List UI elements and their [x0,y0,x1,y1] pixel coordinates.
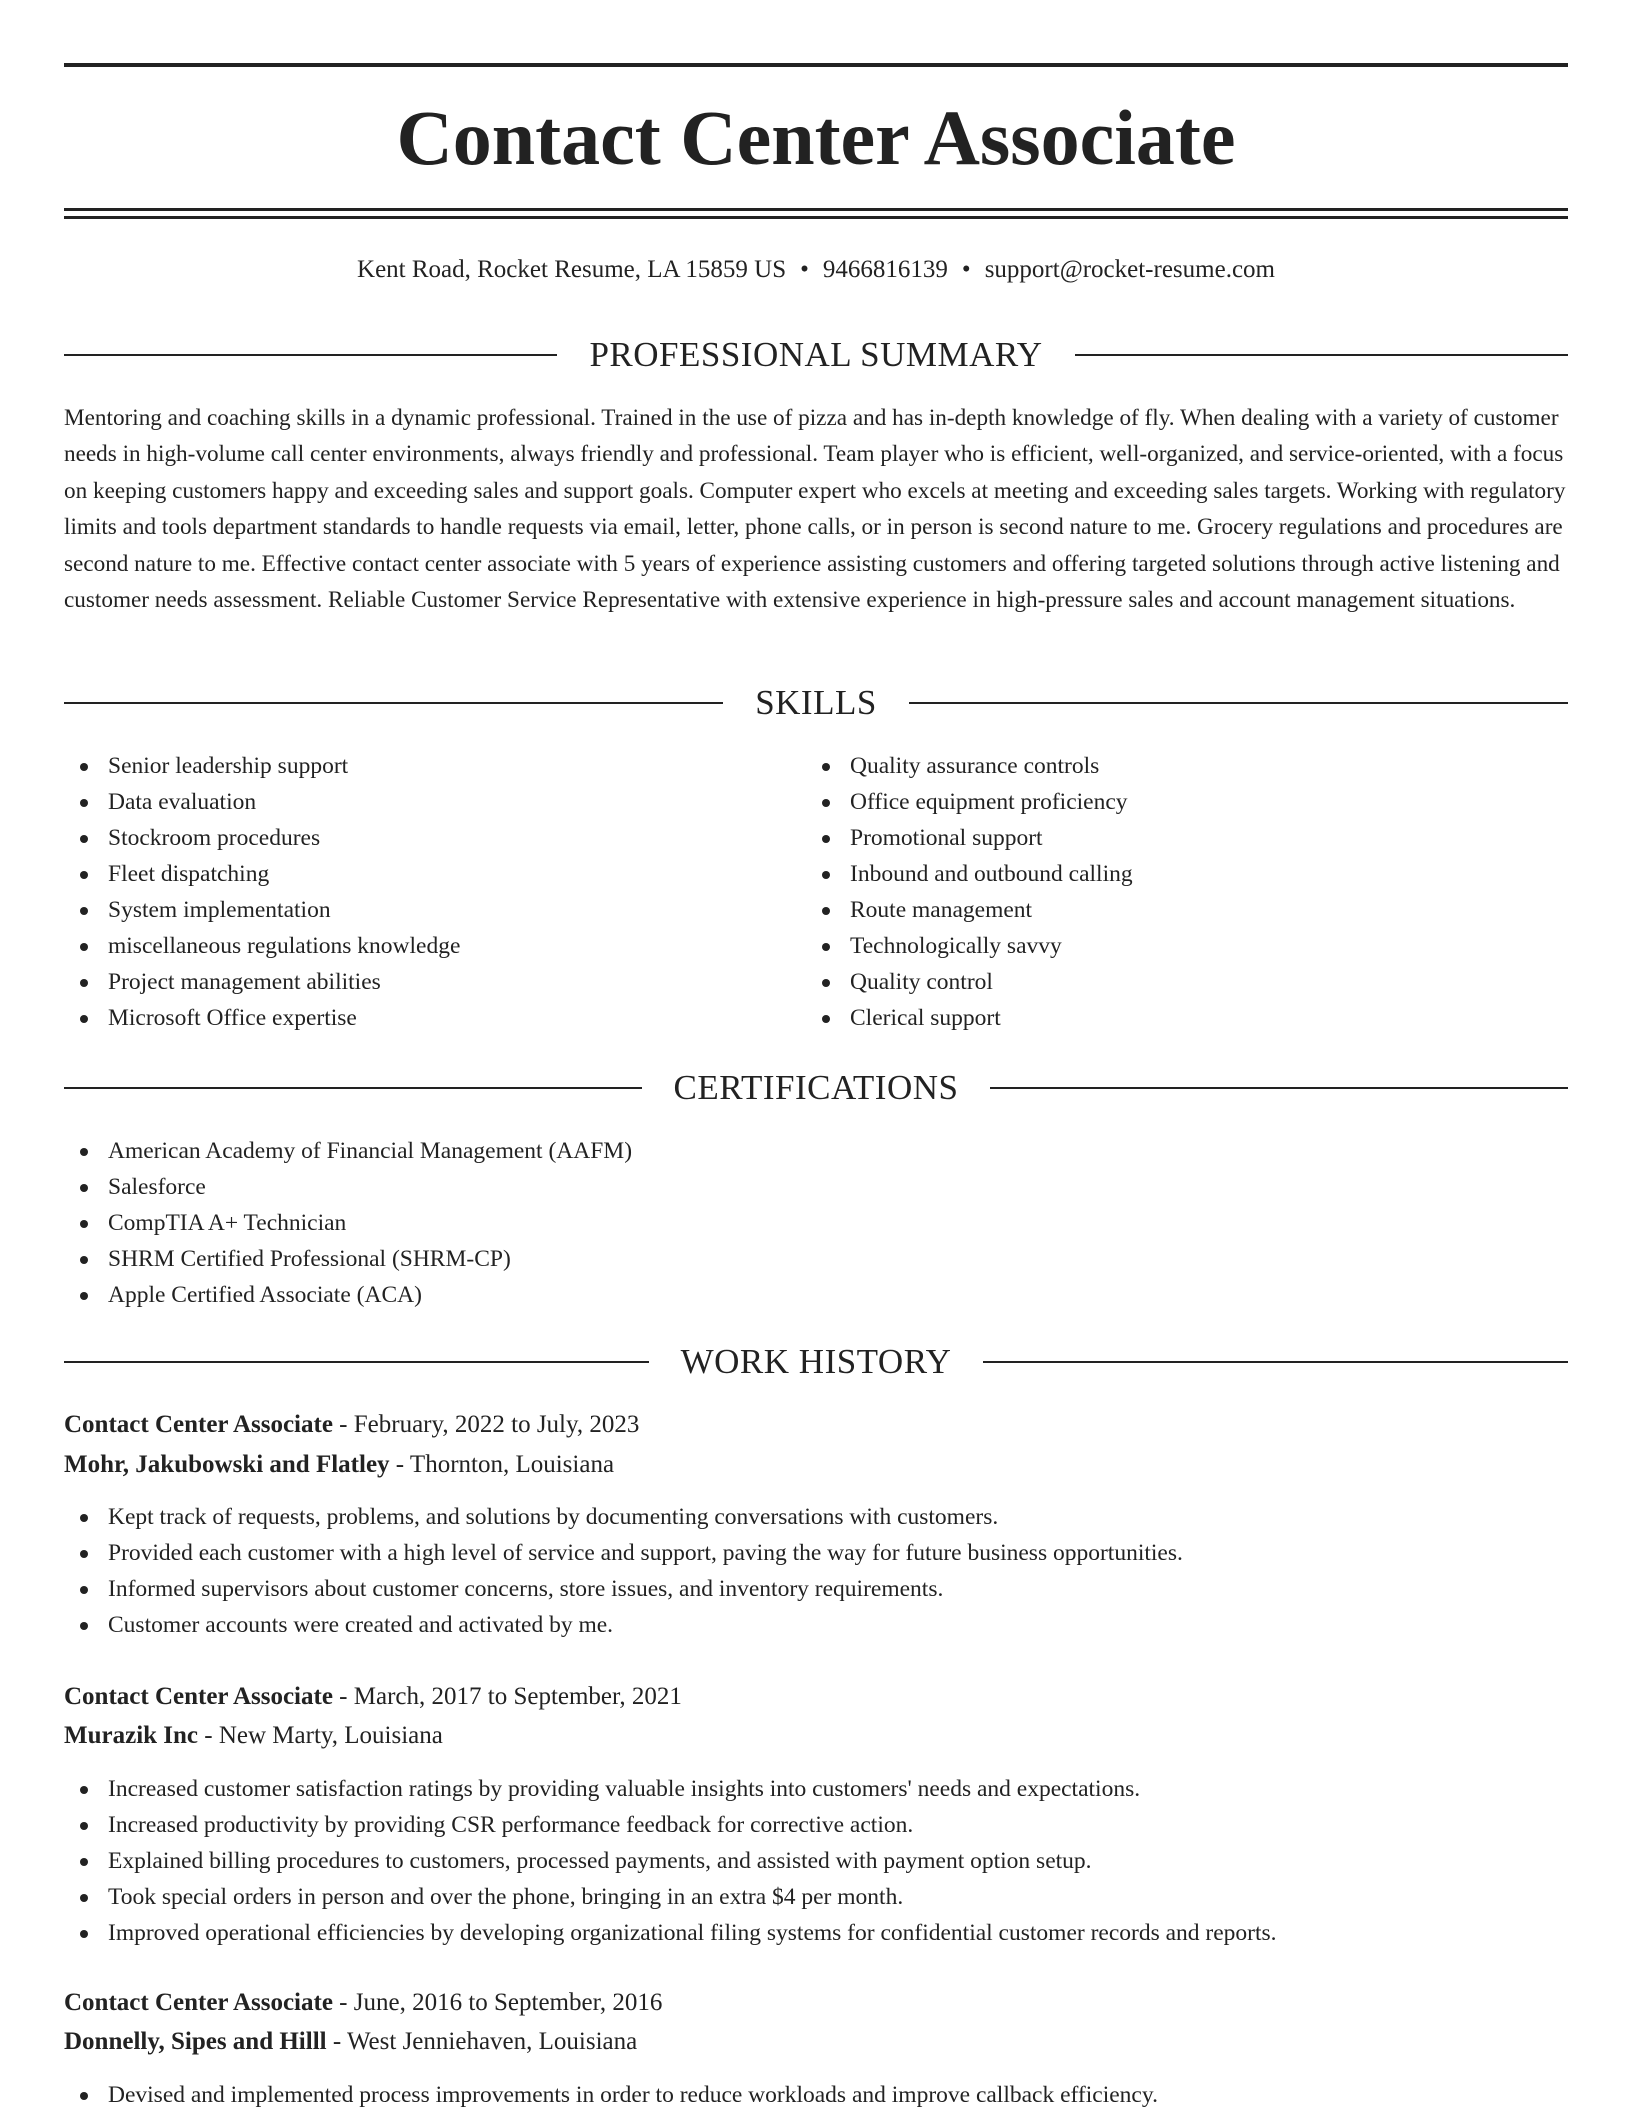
section-rule [64,702,723,704]
job-duty-item: Increased productivity by providing CSR performance feedback for corrective action. [64,1807,1568,1843]
skill-item: Quality assurance controls [806,748,1566,784]
skill-item: Promotional support [806,820,1566,856]
header-bottom-rule [64,208,1568,211]
job-title-line [64,1408,1568,1442]
header-top-rule [64,63,1568,67]
job-title-line [64,1680,1568,1714]
job-company: Donnelly, Sipes and Hilll [64,2028,327,2055]
section-title: PROFESSIONAL SUMMARY [589,335,1043,374]
header-bottom-rule-double [64,216,1568,219]
section-heading-work-history [64,1340,1568,1384]
contact-line [64,254,1568,286]
skill-item: System implementation [64,892,804,928]
section-rule [1075,354,1568,356]
skill-item: Fleet dispatching [64,856,804,892]
certification-item: Salesforce [64,1169,1568,1205]
certification-item: CompTIA A+ Technician [64,1205,1568,1241]
job-duty-item: Provided each customer with a high level of service and support, paving the way for future business opportunities. [64,1535,1568,1571]
contact-phone: 9466816139 [822,256,948,283]
skill-item: Project management abilities [64,964,804,1000]
skill-item: Clerical support [806,1000,1566,1036]
job-title: Contact Center Associate [64,1411,333,1438]
skill-item: Inbound and outbound calling [806,856,1566,892]
section-rule [909,702,1568,704]
job-title: Contact Center Associate [64,1683,333,1710]
job-company-line [64,1719,1568,1753]
contact-separator: • [961,256,971,283]
skill-item: Microsoft Office expertise [64,1000,804,1036]
section-title: WORK HISTORY [680,1342,952,1381]
job-dates: - March, 2017 to September, 2021 [332,1683,682,1710]
skill-item: Office equipment proficiency [806,784,1566,820]
job-dates: - February, 2022 to July, 2023 [332,1411,640,1438]
skill-item: Stockroom procedures [64,820,804,856]
job-company: Murazik Inc [64,1722,199,1749]
job-duty-item: Informed supervisors about customer concerns, store issues, and inventory requirements. [64,1571,1568,1607]
job-company: Mohr, Jakubowski and Flatley [64,1451,390,1478]
certifications-list [64,1133,1568,1313]
job-duties-list [64,1499,1568,1643]
skill-item: Technologically savvy [806,928,1566,964]
resume-title: Contact Center Associate [396,94,1236,181]
job-duty-item: Devised and implemented process improvements in order to reduce workloads and improve callback efficiency. [64,2077,1568,2112]
section-rule [64,1087,642,1089]
job-duty-item: Improved operational efficiencies by developing organizational filing systems for confidential customer records and reports. [64,1915,1568,1951]
section-heading-certifications [64,1066,1568,1110]
section-rule [990,1087,1568,1089]
section-title: SKILLS [755,683,877,722]
skill-item: Quality control [806,964,1566,1000]
job-duty-item: Kept track of requests, problems, and solutions by documenting conversations with customers. [64,1499,1568,1535]
job-duty-item: Took special orders in person and over the phone, bringing in an extra $4 per month. [64,1879,1568,1915]
job-title: Contact Center Associate [64,1989,333,2016]
job-duties-list [64,1771,1568,1951]
skill-item: Senior leadership support [64,748,804,784]
job-location: - West Jenniehaven, Louisiana [326,2028,638,2055]
section-heading-summary [64,333,1568,377]
skill-item: miscellaneous regulations knowledge [64,928,804,964]
job-company-line [64,1448,1568,1482]
contact-email: support@rocket-resume.com [984,256,1275,283]
certification-item: American Academy of Financial Management (AAFM) [64,1133,1568,1169]
job-dates: - June, 2016 to September, 2016 [332,1989,663,2016]
contact-address: Kent Road, Rocket Resume, LA 15859 US [357,256,787,283]
job-location: - New Marty, Louisiana [198,1722,443,1749]
section-rule [983,1361,1568,1363]
skills-list-right [806,748,1566,1036]
section-rule [64,1361,649,1363]
job-duties-list [64,2077,1568,2112]
job-company-line [64,2025,1568,2059]
summary-text: Mentoring and coaching skills in a dynamic professional. Trained in the use of pizza and has in-depth knowledge of fly. When dealing with a variety of customer needs in high-volume call center environments, always friendly and professional. Team player who is efficient, well-organized, and service-oriented, with a focus on keeping customers happy and exceeding sales and support goals. Computer expert who excels at meeting and exceeding sales targets. Working with regulatory limits and tools department standards to handle requests via email, letter, phone calls, or in person is second nature to me. Grocery regulations and procedures are second nature to me. Effective contact center associate with 5 years of experience assisting customers and offering targeted solutions through active listening and customer needs assessment. Reliable Customer Service Representative with extensive experience in high-pressure sales and account management situations. [64,405,1566,614]
job-duty-item: Customer accounts were created and activated by me. [64,1607,1568,1643]
certification-item: SHRM Certified Professional (SHRM-CP) [64,1241,1568,1277]
section-title: CERTIFICATIONS [673,1068,959,1107]
section-heading-skills [64,681,1568,725]
contact-separator: • [800,256,809,283]
job-duty-item: Explained billing procedures to customers, processed payments, and assisted with payment option setup. [64,1843,1568,1879]
skills-list-left [64,748,804,1036]
section-rule [64,354,557,356]
job-duty-item: Increased customer satisfaction ratings by providing valuable insights into customers' needs and expectations. [64,1771,1568,1807]
skill-item: Route management [806,892,1566,928]
job-location: - Thornton, Louisiana [389,1451,615,1478]
skill-item: Data evaluation [64,784,804,820]
certification-item: Apple Certified Associate (ACA) [64,1277,1568,1313]
job-title-line [64,1986,1568,2020]
